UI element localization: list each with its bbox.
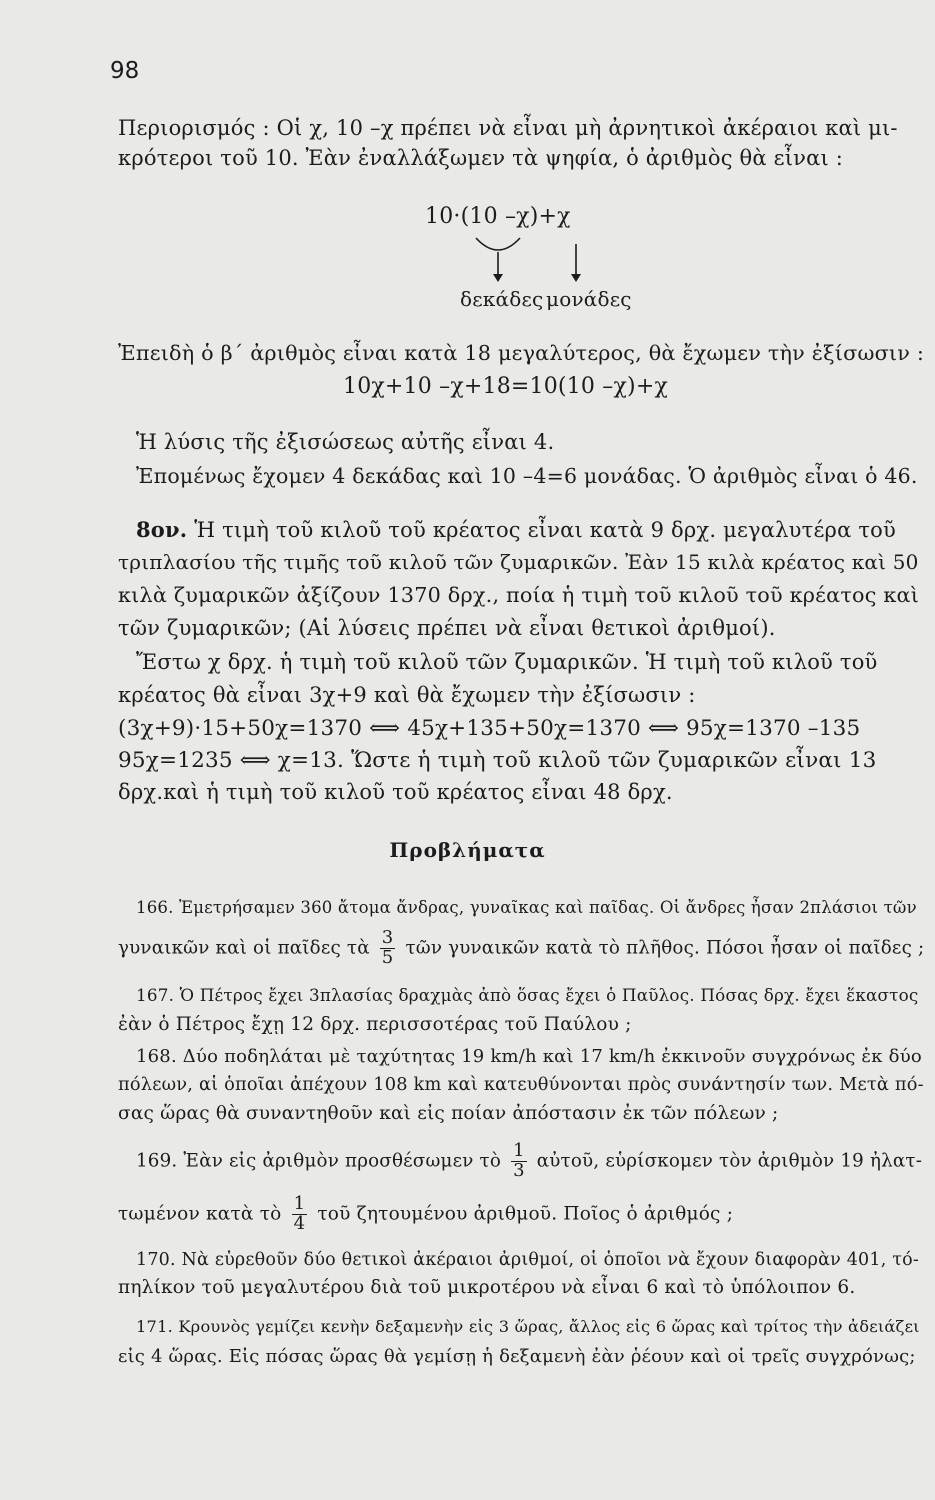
problem-166-line1: 166. Ἐμετρήσαμεν 360 ἄτομα ἄνδρας, γυναῖκας καὶ παῖδας. Οἱ ἄνδρες ἦσαν 2πλάσιοι τῶν bbox=[136, 898, 917, 917]
denominator: 5 bbox=[381, 946, 394, 968]
problem-168-line1: 168. Δύο ποδηλάται μὲ ταχύτητας 19 km/h καὶ 17 km/h ἐκκινοῦν συγχρόνως ἐκ δύο bbox=[136, 1046, 922, 1067]
label-tens: δεκάδες bbox=[460, 287, 544, 311]
text-line: Ἐπειδὴ ὁ β΄ ἀριθμὸς εἶναι κατὰ 18 μεγαλύτερος, θὰ ἔχωμεν τὴν ἐξίσωσιν : bbox=[118, 341, 925, 365]
text-line: κρότεροι τοῦ 10. Ἐὰν ἐναλλάξωμεν τὰ ψηφία, ὁ ἀριθμὸς θὰ εἶναι : bbox=[118, 146, 844, 170]
problem-169-line2 bbox=[118, 1195, 733, 1234]
example-label: 8ον. bbox=[136, 517, 188, 542]
numerator: 1 bbox=[513, 1140, 525, 1161]
text-span: αὐτοῦ, εὑρίσκομεν τὸν ἀριθμὸν 19 ἠλατ- bbox=[536, 1150, 923, 1172]
text-line: Ἐπομένως ἔχομεν 4 δεκάδας καὶ 10 –4=6 μονάδας. Ὁ ἀριθμὸς εἶναι ὁ 46. bbox=[136, 464, 918, 488]
equation-line: 95χ=1235 ⟺ χ=13. Ὥστε ἡ τιμὴ τοῦ κιλοῦ τῶν ζυμαρικῶν εἶναι 13 bbox=[118, 748, 877, 773]
problem-170-line1: 170. Νὰ εὑρεθοῦν δύο θετικοὶ ἀκέραιοι ἀριθμοί, οἱ ὁποῖοι νὰ ἔχουν διαφορὰν 401, τό- bbox=[136, 1250, 919, 1270]
denominator: 4 bbox=[293, 1212, 306, 1234]
problem-167-line1: 167. Ὁ Πέτρος ἔχει 3πλασίας δραχμὰς ἀπὸ ὅσας ἔχει ὁ Παῦλος. Πόσας δρχ. ἔχει ἕκαστος bbox=[136, 985, 919, 1005]
fraction-3-5 bbox=[380, 929, 396, 968]
text-line: κιλὰ ζυμαρικῶν ἀξίζουν 1370 δρχ., ποία ἡ τιμὴ τοῦ κιλοῦ τοῦ κρέατος καὶ bbox=[118, 583, 920, 607]
formula: 10·(10 –χ)+χ bbox=[425, 204, 571, 229]
problem-169-line1 bbox=[136, 1142, 922, 1181]
numerator: 1 bbox=[293, 1193, 306, 1214]
problem-166-line2 bbox=[118, 929, 924, 968]
problem-170-line2: πηλίκον τοῦ μεγαλυτέρου διὰ τοῦ μικροτέρου νὰ εἶναι 6 καὶ τὸ ὑπόλοιπον 6. bbox=[118, 1277, 856, 1298]
text-span: 169. Ἐὰν εἰς ἀριθμὸν προσθέσωμεν τὸ bbox=[136, 1150, 502, 1172]
brace-arrows-diagram bbox=[470, 236, 590, 284]
text-span: Ἡ τιμὴ τοῦ κιλοῦ τοῦ κρέατος εἶναι κατὰ 9 δρχ. μεγαλυτέρα τοῦ bbox=[187, 518, 896, 542]
denominator: 3 bbox=[513, 1159, 525, 1181]
text-line bbox=[136, 517, 896, 542]
numerator: 3 bbox=[381, 927, 394, 948]
text-span: γυναικῶν καὶ οἱ παῖδες τὰ bbox=[118, 937, 370, 959]
text-span: τῶν γυναικῶν κατὰ τὸ πλῆθος. Πόσοι ἦσαν οἱ παῖδες ; bbox=[405, 937, 925, 959]
text-line: τῶν ζυμαρικῶν; (Αἱ λύσεις πρέπει νὰ εἶναι θετικοὶ ἀριθμοί). bbox=[118, 616, 776, 640]
problem-171-line2: εἰς 4 ὥρας. Εἰς πόσας ὥρας θὰ γεμίσῃ ἡ δεξαμενὴ ἐὰν ῥέουν καὶ οἱ τρεῖς συγχρόνως; bbox=[118, 1346, 916, 1367]
text-line: κρέατος θὰ εἶναι 3χ+9 καὶ θὰ ἔχωμεν τὴν ἐξίσωσιν : bbox=[118, 683, 696, 707]
problem-167-line2: ἐὰν ὁ Πέτρος ἔχῃ 12 δρχ. περισσοτέρας τοῦ Παύλου ; bbox=[118, 1014, 632, 1035]
problem-171-line1: 171. Κρουνὸς γεμίζει κενὴν δεξαμενὴν εἰς 3 ὥρας, ἄλλος εἰς 6 ὥρας καὶ τρίτος τὴν ἀδειάζει bbox=[136, 1317, 920, 1336]
section-heading: Προβλήματα bbox=[389, 838, 546, 862]
text-line: Ἔστω χ δρχ. ἡ τιμὴ τοῦ κιλοῦ τῶν ζυμαρικῶν. Ἡ τιμὴ τοῦ κιλοῦ τοῦ bbox=[136, 650, 878, 674]
text-line: τριπλασίου τῆς τιμῆς τοῦ κιλοῦ τῶν ζυμαρικῶν. Ἐὰν 15 κιλὰ κρέατος καὶ 50 bbox=[118, 550, 919, 574]
formula: 10χ+10 –χ+18=10(10 –χ)+χ bbox=[343, 374, 668, 399]
problem-168-line2: πόλεων, αἱ ὁποῖαι ἀπέχουν 108 km καὶ κατευθύνονται πρὸς συνάντησίν των. Μετὰ πό- bbox=[118, 1075, 924, 1095]
text-line: Ἡ λύσις τῆς ἐξισώσεως αὐτῆς εἶναι 4. bbox=[136, 430, 555, 454]
fraction-1-3 bbox=[511, 1142, 527, 1181]
problem-168-line3: σας ὥρας θὰ συναντηθοῦν καὶ εἰς ποίαν ἀπόστασιν ἐκ τῶν πόλεων ; bbox=[118, 1103, 779, 1124]
text-span: τοῦ ζητουμένου ἀριθμοῦ. Ποῖος ὁ ἀριθμός ; bbox=[317, 1203, 734, 1225]
fraction-1-4 bbox=[292, 1195, 308, 1234]
text-span: τωμένον κατὰ τὸ bbox=[118, 1203, 282, 1225]
equation-line: (3χ+9)·15+50χ=1370 ⟺ 45χ+135+50χ=1370 ⟺ 95χ=1370 –135 bbox=[118, 716, 861, 741]
text-line: δρχ.καὶ ἡ τιμὴ τοῦ κιλοῦ τοῦ κρέατος εἶναι 48 δρχ. bbox=[118, 780, 673, 804]
text-line: Περιορισμός : Οἱ χ, 10 –χ πρέπει νὰ εἶναι μὴ ἀρνητικοὶ ἀκέραιοι καὶ μι- bbox=[118, 116, 898, 140]
label-units: μονάδες bbox=[546, 287, 632, 311]
page-number: 98 bbox=[110, 58, 140, 84]
